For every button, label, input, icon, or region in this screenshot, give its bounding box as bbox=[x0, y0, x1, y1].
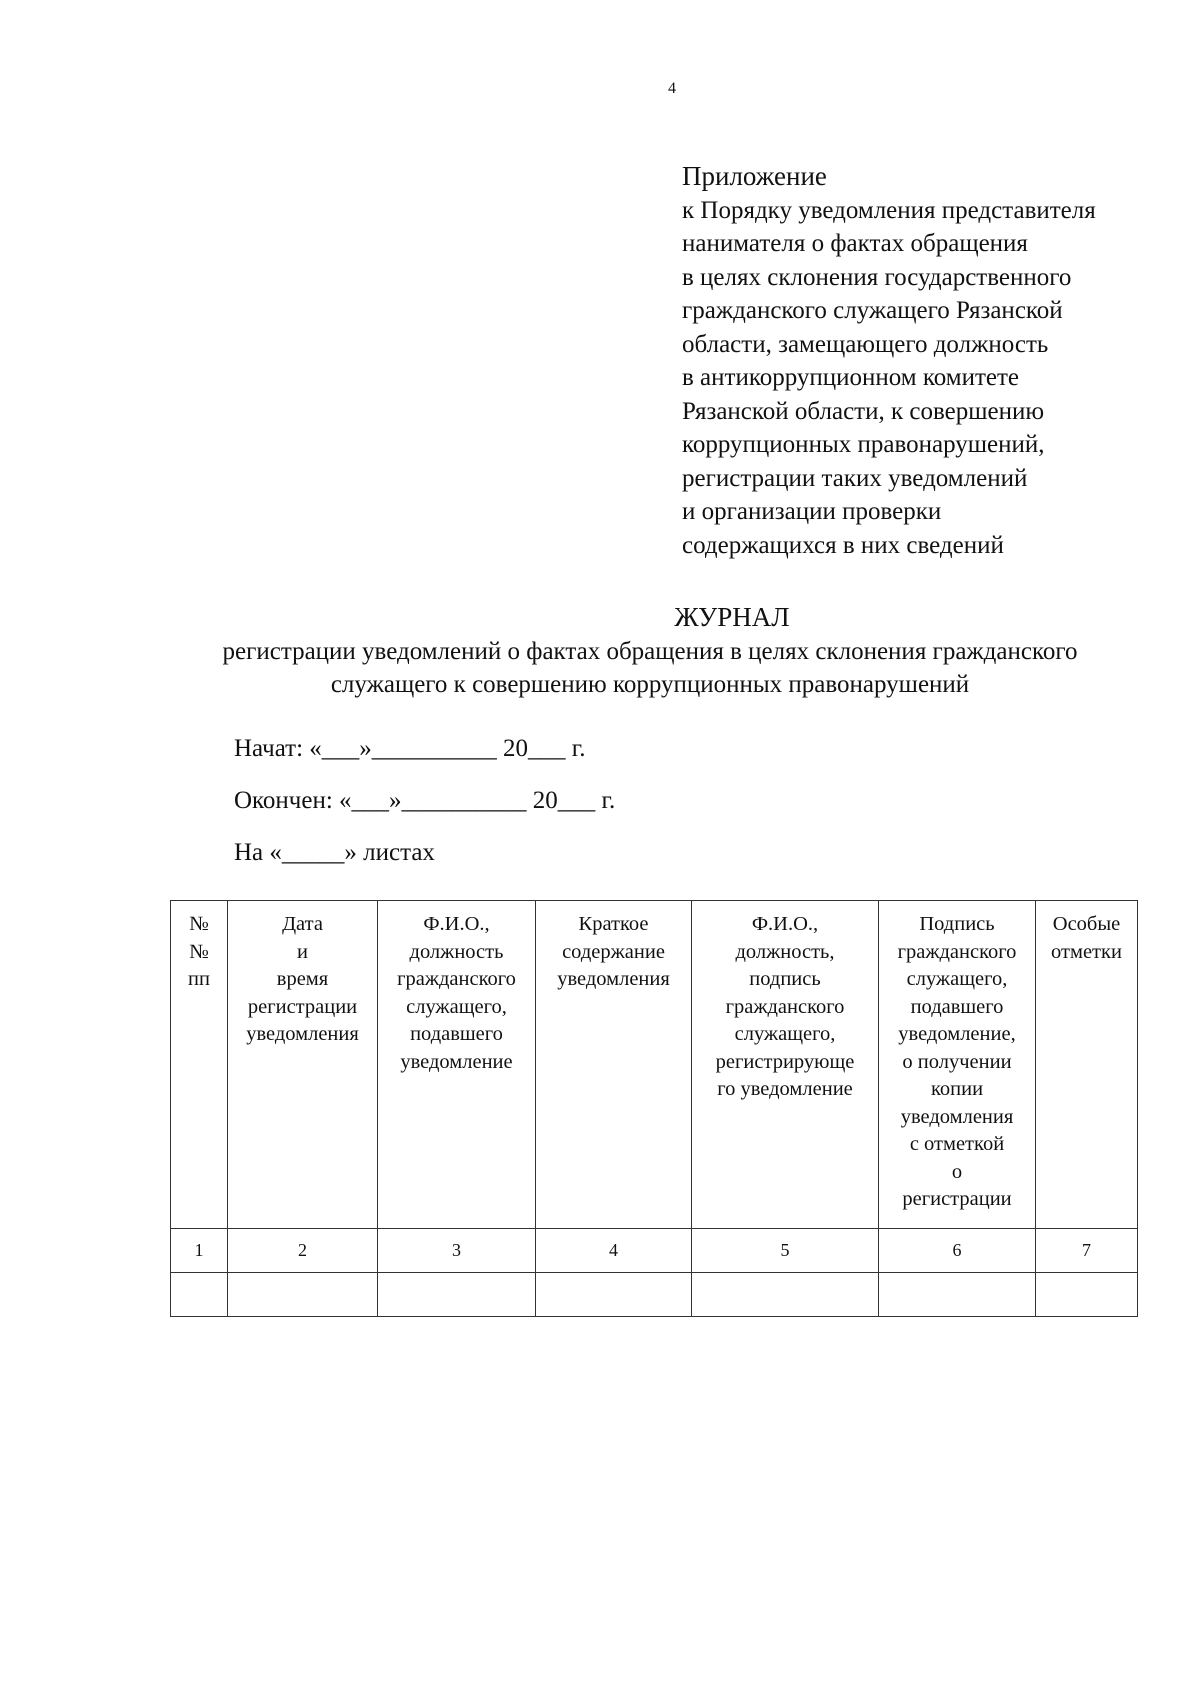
journal-subtitle-line: служащего к совершению коррупционных правонарушений bbox=[330, 671, 970, 698]
appendix-block bbox=[682, 160, 1192, 562]
table-cell bbox=[536, 1273, 692, 1317]
header-cell-number bbox=[171, 901, 228, 1229]
table-cell bbox=[692, 1273, 879, 1317]
header-cell-date bbox=[228, 901, 378, 1229]
header-label: № № пп bbox=[188, 913, 210, 990]
appendix-line: коррупционных правонарушений, bbox=[682, 431, 1045, 458]
header-cell-notes bbox=[1036, 901, 1138, 1229]
header-label: Особые отметки bbox=[1051, 913, 1122, 963]
journal-title: ЖУРНАЛ bbox=[674, 602, 790, 632]
column-number-cell: 7 bbox=[1036, 1229, 1138, 1273]
register-table bbox=[170, 900, 1138, 1317]
column-number-cell: 4 bbox=[536, 1229, 692, 1273]
journal-subtitle bbox=[150, 635, 1150, 701]
column-number-cell: 6 bbox=[879, 1229, 1036, 1273]
header-cell-registrar bbox=[692, 901, 879, 1229]
header-cell-summary bbox=[536, 901, 692, 1229]
table-cell bbox=[879, 1273, 1036, 1317]
appendix-line: нанимателя о фактах обращения bbox=[682, 230, 1028, 257]
journal-subtitle-line: регистрации уведомлений о фактах обращения в целях склонения гражданского bbox=[222, 638, 1078, 665]
header-label: Ф.И.О., должность гражданского служащего, подавшего уведомление bbox=[397, 913, 516, 1073]
column-number-cell: 1 bbox=[171, 1229, 228, 1273]
column-number-cell: 5 bbox=[692, 1229, 879, 1273]
appendix-line: и организации проверки bbox=[682, 498, 942, 525]
appendix-line: содержащихся в них сведений bbox=[682, 531, 1004, 559]
table-cell bbox=[171, 1273, 228, 1317]
header-label: Краткое содержание уведомления bbox=[557, 913, 670, 990]
appendix-line: гражданского служащего Рязанской bbox=[682, 297, 1063, 324]
appendix-line: регистрации таких уведомлений bbox=[682, 464, 1028, 492]
appendix-title: Приложение bbox=[682, 161, 827, 191]
header-label: Подпись гражданского служащего, подавшего уведомление, о получении копии уведомления с отметкой о регистрации bbox=[897, 913, 1017, 1210]
column-number-row bbox=[171, 1229, 1138, 1273]
appendix-line: Рязанской области, к совершению bbox=[682, 397, 1044, 425]
table-row bbox=[171, 1273, 1138, 1317]
column-number-cell: 2 bbox=[228, 1229, 378, 1273]
header-label: Дата и время регистрации уведомления bbox=[246, 913, 359, 1045]
started-date-line: Начат: «___»__________ 20___ г. bbox=[234, 735, 586, 762]
table-cell bbox=[228, 1273, 378, 1317]
appendix-line: области, замещающего должность bbox=[682, 330, 1049, 358]
table-cell bbox=[378, 1273, 536, 1317]
header-label: Ф.И.О., должность, подпись гражданского служащего, регистрирующе го уведомление bbox=[715, 913, 855, 1100]
column-number-cell: 3 bbox=[378, 1229, 536, 1273]
header-cell-receipt-signature bbox=[879, 901, 1036, 1229]
sheets-count-line: На «_____» листах bbox=[234, 839, 435, 866]
ended-date-line: Окончен: «___»__________ 20___ г. bbox=[234, 787, 616, 814]
appendix-line: в целях склонения государственного bbox=[682, 263, 1072, 291]
page-number: 4 bbox=[668, 80, 676, 97]
header-cell-submitter bbox=[378, 901, 536, 1229]
appendix-line: к Порядку уведомления представителя bbox=[682, 196, 1096, 224]
table-cell bbox=[1036, 1273, 1138, 1317]
appendix-line: в антикоррупционном комитете bbox=[682, 364, 1020, 391]
table-header-row bbox=[171, 901, 1138, 1229]
